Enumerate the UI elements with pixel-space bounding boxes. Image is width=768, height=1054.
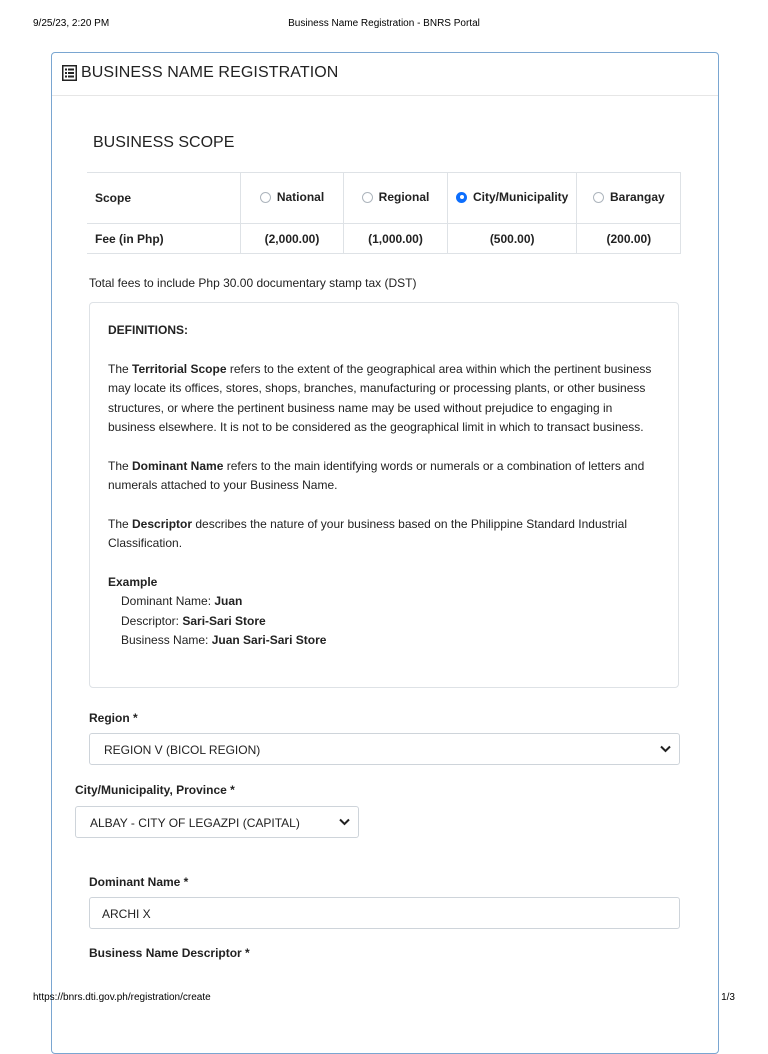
city-label: City/Municipality, Province * [75,783,235,797]
fee-city-municipality: (500.00) [448,224,577,254]
city-select[interactable] [75,806,359,838]
scope-row-label: Scope [87,173,241,224]
section-title: BUSINESS SCOPE [93,134,235,151]
dominant-name-input[interactable] [89,897,680,929]
scope-option-label: Regional [378,190,430,205]
radio-barangay[interactable] [593,192,604,203]
scope-option-national[interactable] [241,173,344,224]
scope-option-label: National [276,190,325,205]
city-select-value: ALBAY - CITY OF LEGAZPI (CAPITAL) [90,816,300,830]
descriptor-label: Business Name Descriptor * [89,946,250,960]
definition-descriptor: The Descriptor describes the nature of your business based on the Philippine Standard Industrial Classification. [108,516,627,550]
region-select-value: REGION V (BICOL REGION) [104,743,261,757]
region-label: Region * [89,711,138,725]
example-dominant-name: Dominant Name: Juan [121,594,243,608]
definitions-heading: DEFINITIONS: [108,323,188,337]
definition-dominant-name: The Dominant Name refers to the main identifying words or numerals or a combination of letters and numerals attached to your Business Name. [108,458,645,492]
fee-regional: (1,000.00) [344,224,448,254]
card-title-text: BUSINESS NAME REGISTRATION [81,64,339,81]
scope-option-barangay[interactable] [577,173,681,224]
radio-city-municipality[interactable] [456,192,467,203]
scope-table [87,172,681,254]
scope-option-regional[interactable] [344,173,448,224]
print-url: https://bnrs.dti.gov.ph/registration/create [33,992,211,1003]
radio-regional[interactable] [362,192,373,203]
dominant-name-value: ARCHI X [102,907,151,921]
print-page-count: 1/3 [721,992,735,1003]
example-descriptor: Descriptor: Sari-Sari Store [121,613,266,628]
list-alt-icon [62,65,77,81]
example-block [108,573,660,651]
scope-option-city[interactable] [448,173,577,224]
radio-national[interactable] [260,192,271,203]
print-datetime: 9/25/23, 2:20 PM [33,18,110,29]
chevron-down-icon [660,745,671,753]
print-page-title: Business Name Registration - BNRS Portal [288,18,480,29]
card-header [52,53,718,96]
region-select[interactable] [89,733,680,765]
dst-note: Total fees to include Php 30.00 documentary stamp tax (DST) [89,276,417,290]
fee-row-label: Fee (in Php) [87,224,241,254]
fee-national: (2,000.00) [241,224,344,254]
scope-option-label: City/Municipality [473,190,569,205]
example-business-name: Business Name: Juan Sari-Sari Store [121,633,327,647]
scope-option-label: Barangay [609,190,665,205]
definitions-box [89,302,679,688]
fee-barangay: (200.00) [577,224,681,254]
example-heading: Example [108,574,158,589]
print-footer [33,992,735,1006]
chevron-down-icon [339,818,350,826]
definition-territorial-scope: The Territorial Scope refers to the extent of the geographical area within which the pertinent business may locate its offices, stores, shops, branches, manufacturing or processing plants, or other business structures, or where the pertinent business name may be used without prejudice to engaging in business elsewhere. It is not to be considered as the geographical limit in which to transact business. [108,361,652,434]
card-title [62,64,338,82]
print-header [33,18,735,32]
dominant-name-label: Dominant Name * [89,875,189,889]
